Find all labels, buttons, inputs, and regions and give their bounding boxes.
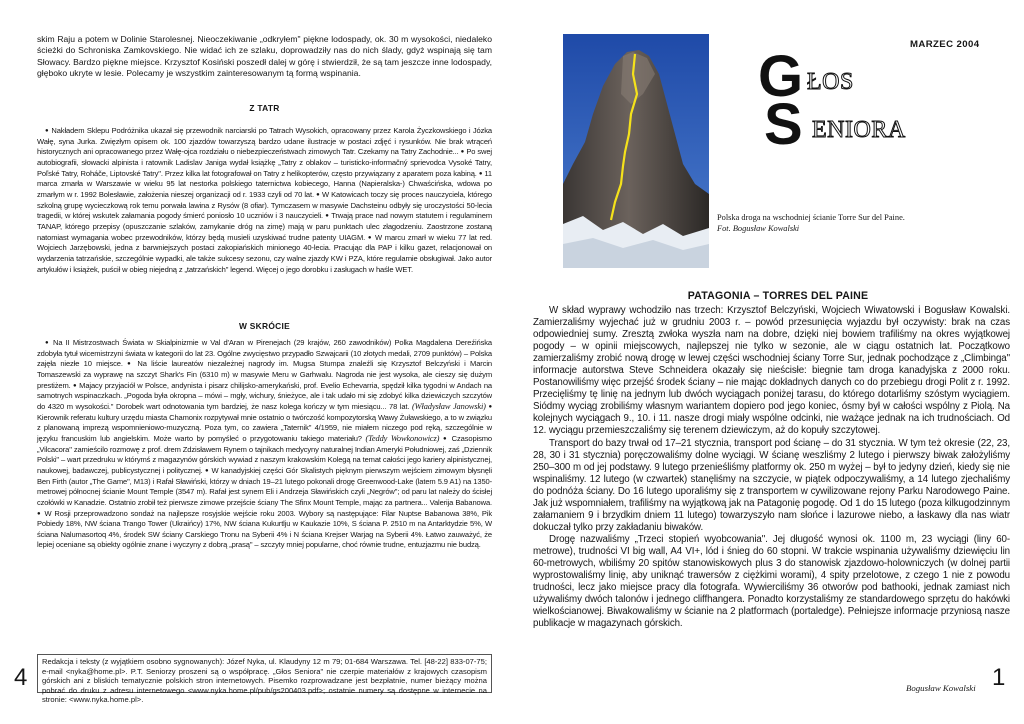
page-number: 1 [992,664,1006,691]
article-body [533,305,1010,630]
signature: (Teddy Wowkonowicz) [365,433,440,443]
bullet-icon: ● [127,361,134,368]
bullet-icon: ● [488,403,492,410]
masthead-letter-g: G [758,44,804,109]
section-heading-w-skrocie: W SKRÓCIE [238,321,291,331]
photo-caption [717,212,1007,234]
intro-paragraph: skim Raju a potem w Dolinie Starolesnej. Nieoczekiwanie „odkryłem" piękne lodospady, ok. 30 m wysokości, niedaleko ścieżki do Schroniska Zamkovskiego. Nie widać ich ze szlaku, doprowadziły nas do nich ślady, gdyż wspinają się tam Słowacy. Bardzo piękne miejsce. Krzysztof Kosiński poszedł dalej w górę i stwierdził, że są tam jeszcze inne lodospady, głęboko ukryte w lesie. Polecamy je wszystkim zainteresowanym tą formą wspinania. [37,34,492,79]
bullet-icon: ● [442,435,449,442]
news-paragraph: ● Na II Mistrzostwach Świata w Skialpinizmie w Val d'Aran w Pirenejach (29 krajów, 260 zawodników) Polka Magdalena Dereźińska zdobyła tytuł wicemistrzyni świata w kategorii do lat 23. Ogólne zwycięstwo przypadło Szwajcarii (10 złotych medali, 2709 punktów) – Polska zajęła niezłe 10 miejsce. ● Na liście laureatów niezależnej nagrody im. Mugsa Stumpa znaleźli się Krzysztof Belczyński i Marcin Tomaszewski za wyprawę na szczyt Shark's Fin (6310 m) w masywie Meru w Garhwalu. Nagroda nie jest wysoka, ale cieszy się dużym prestiżem. ● Majacy przyjaciół w Polsce, andynista i pisarz chilijsko-amerykański, prof. Evelio Echevarria, spędził kilka tygodni w Andach na samotnych wspinaczkach. „Pogoda była okropna – mówi – mgły, wichury, śnieżyce, ale i tak udało mi się zdobyć kilka dziewiczych szczytów do 4320 m wysokości." Dorobek wart odnotowania tym bardziej, że nasz kolega kończy w tym miesiącu... 78 lat. (Władysław Janowski) ● Kierownik referatu kultury urzędu miasta Chamonix rozpytywał mnie ostatnio o twórczość kompozytorską Wawy Żuławskiego, a to w związku z planowaną imprezą wspomnieniowo-muzyczną. Poza tym, co zawiera „Taternik" 4/1959, nie miałem niczego pod ręką, szczególnie w języku francuskim lub angielskim. Może warto by pomyśleć o przygotowaniu takiego materiału? (Teddy Wowkonowicz) ● Czasopismo „Vilcacora" zamieścilo rozmowę z prof. drem Zdzisławem Rynem o tajnikach medycyny naturalnej Indian Ameryki Południowej, zaś „Dziennik Polski" – wart przedruku w którymś z magazynów górskich wywiad z naszym krakowskim Kolegą na temat całości jego kariery alpinistycznej, naukowej, badawczej, publicystycznej i politycznej. ● W kanadyjskiej części Gór Skalistych pięknym pierwszym wejściem zimowym błysnęli Ben Firth (autor „The Game", M13) i Rafał Sławiński, którzy w dniach 19–21 lutego pokonali drogę Greenwood-Lake (latem 5.9 A1) na 1350-metrowej północnej ścianie Mount Temple (3547 m). Rafał jest synem Eli i Andrzeja Sławińskich czyli „Negrów"; od paru lat należy do ścisłej czołówki w Kanadzie. Ostatnio zrobił też pierwsze zimowe przejście ściany The Sfinx Mount Temple, mając za partnera... Valerija Babanowa. ● W Rosji przeprowadzono sondaż na najlepsze rosyjskie wejście roku 2003. Wybory są następujące: Filar Nuptse Babanowa 38%, Pik Pobiedy 18%, NW ściana Trango Tower (Ukraińcy) 17%, NW ściana Kukurtlju w Kaukazie 10%, S ściana P. 2510 m na Antarktydzie 5%, W ściana Nalumasortoq 4%, środek SW ściany Carskiego Tronu na Syberii 4% i N ściana Krejser Warjag na Syberii 4%. Łatwo zauważyć, że lepiej oceniane są obiekty ogólnie znane i wyczyny z dobrą „prasą" – szczyty mniej popularne, choć równie trudne, entuzjazmu nie budzą. [37,338,493,550]
masthead-letter-s: S [764,92,803,157]
mountain-photo-illustration [563,34,709,268]
news-w-skrocie [37,338,492,551]
caption-text: Polska droga na wschodniej ścianie Torre Sur del Paine. [717,213,905,222]
bullet-icon: ● [45,128,49,134]
bullet-icon: ● [478,170,483,177]
article-paragraph: Transport do bazy trwał od 17–21 stycznia, transport pod ścianę – do 31 stycznia. W tym też okresie (22, 23, 28, 30 i 31 stycznia) poręczowaliśmy dolne wyciągi. W ścianę weszliśmy 2 lutego i pierwszy biwak założyliśmy 250–300 m od jej podstawy. 9 lutego przenieśliśmy platformy ok. 250 m wyżej – był to jedyny dzień, kiedy się nie wspinaliśmy. 12 lutego (w czwartek) stanęliśmy na szczycie, w piątek odpoczywaliśmy, a 14 lutego zjechaliśmy do podnóża ściany. Do 16 lutego uporaliśmy się z transportem w cywilizowane rejony Parku Narodowego Paine. Jak już wspomniałem, trafiliśmy na wyjątkową jak na Patagonię pogodę. Od 1 do 15 lutego (poza kilkugodzinnym załamaniem 9 i brzydkim dniem 11 lutego) towarzyszyło nam słońce i lazurowe niebo, a łaskawy dla nas wiatr dokuczał tylko przy zakładaniu biwaków. [533,437,1010,533]
bullet-icon: ● [367,234,373,241]
issue-date: MARZEC 2004 [910,39,980,50]
page-number: 4 [14,664,28,691]
masthead-word-eniora: ENIORA [812,117,906,143]
signature: (Władysław Janowski) [412,401,486,411]
right-page [512,0,1024,724]
bullet-icon: ● [316,191,320,198]
editorial-footer-box: Redakcja i teksty (z wyjątkiem osobno sygnowanych): Józef Nyka, ul. Klaudyny 12 m 79; 01-684 Warszawa. Tel. [48-22] 833-07-75; e-mail <nyka@home.pl>. P.T. Seniorzy proszeni są o współpracę. „Głos Seniora" nie czerpie materiałów z krajowych czasopism górskich ani z bliskich tematycznie polskich stron internetowych. Pisemko rozprowadzane jest bezpłatnie, numer bieżący można pobrać do druku z adresu internetowego <www.nyka.home.pl/pub/gs200403.pdf>; ostatnie numery są dostępne w internecie na stronie: <www.nyka.home.pl>. [37,654,492,693]
masthead-word-los: ŁOS [807,69,854,95]
bullet-icon: ● [205,467,210,474]
bullet-icon: ● [460,149,465,156]
article-paragraph: Drogę nazwaliśmy „Trzeci stopień wyobcowania". Jej długość wynosi ok. 1100 m, 23 wyciągi (liny 60-metrowe), trudności VI big wall, A4 VI+, lód i śnieg do 60 stopni. W trakcie wspinania używaliśmy dziewięciu lin 60-metrowych, wbiliśmy 20 spitów stanowiskowych plus 3 do stanowisk zjazdowo-holowniczych (w dolnej partii wyprostowaliśmy linię, aby uniknąć trawersów z ciężkimi worami), 4 spity przelotowe, z czego 1 nie z powodu trudności, lecz jako miejsce pracy dla fotografa. Wywierciliśmy 36 otworów pod bathooki, jednak zamiast nich używaliśmy dwóch talonów i jednego cliffhangera. Ponadto korzystaliśmy ze standardowego sprzętu do hakówki wielkościanowej. Biwakowaliśmy w ścianie na 2 platformach (portaledge). Pełniejsze informacje przyniosą nasze publikacje w magazynach górskich. [533,533,1010,630]
photo-credit: Fot. Bogusław Kowalski [717,224,800,233]
photo-torre-sur [563,34,709,268]
bullet-icon: ● [45,340,50,346]
bullet-icon: ● [72,382,77,389]
bullet-icon: ● [37,510,42,517]
news-z-tatr [37,126,492,275]
author-byline: Bogusław Kowalski [906,683,976,693]
article-paragraph: W skład wyprawy wchodziło nas trzech: Krzysztof Belczyński, Wojciech Wiwatowski i Bogusław Kowalski. Zamierzaliśmy wyjechać już w grudniu 2003 r. – powód przesunięcia wyjazdu był oczywisty: brak na czas odpowiedniej sumy. Zresztą zwłoka wyszła nam na dobre, dzięki niej bowiem trafiliśmy na okres wyjątkowej pogody – w opinii miejscowych, najlepszej nie tylko w sezonie, ale w ciągu ostatnich lat. Początkowo zamierzaliśmy zrobić nową drogę w lewej części wschodniej ściany Torre Sur, jednak pochodzące z „Climbinga" informacje autorstwa Steve Schneidera okazały się nieścisłe: biegnie tam droga kanadyjska z 2000 roku. Postanowiliśmy więc przejść środek ściany – nie mając dokładnych danych co do przebiegu drogi Polit z r. 1992. Przecięliśmy tę linię na jednym lub dwóch wyciągach poniżej tarasu, do którego dotarliśmy szóstym wyciągiem. Siódmy wyciąg zrobiliśmy własnym wariantem dopiero pod jego koniec, ósmy był w całości wspólny z Piolą. Na kolejnych wyciągach 9., 10. i 11. nasze drogi miały wspólne odcinki, nie ważące jednak na ich trudnościach. Od 12. wyciągu przemieszczaliśmy się terenem dziewiczym, aż do kopuły szczytowej. [533,305,1010,437]
news-paragraph: ● Nakładem Sklepu Podróżnika ukazał się przewodnik narciarski po Tatrach Wysokich, opracowany przez Karola Życzkowskiego i Józka Wałę, syna Jurka. Zwięzłym opisem ok. 100 zjazdów towarzyszą bardzo udane ilustracje w postaci zdjęć i rysunków. Nie brak wtrąceń historycznych ani opracowanego przez Wałę-ojca rozdziału o niebezpieczeństwach zimowych Tatr. Czekamy na Tatry Zachodnie... ● Po swej autobiografii, słowacki alpinista i ratownik Ladislav Janiga wydał książkę „Tatry z oblakov – turisticko-informačný sprievodca Vysoké Tatry, Poľské Tatry, Roháče, Liptovské Tatry". Przez kilka lat fotografował on Tatry z helikopterów, często przywiązany z aparatem poza kabiną. ● 11 marca zmarła w Warszawie w wieku 95 lat nestorka polskiego taternictwa kobiecego, Hanna (Napieralska-) Chwaścińska, wdowa po zmarłym w r. 1992 Bolesławie, założenia nieszej organizacji od r. 1933 czyli od 70 lat. ● W Katowicach toczy się proces nauczyciela, którego szkolną grupę wycieczkową rok temu porwała lawina z Rysów (8 ofiar). Tymczasem w masywie Dachsteinu odbyły się uroczystości 50-lecia tragedii, w której wskutek załamania pogody śmierć poniosło 10 uczniów i 3 nauczycieli. ● Trwają prace nad nowym statutem i regulaminem TANAP, którego przepisy (opuszczanie szlaków, zamykanie dróg na zimę) mają w paru punktach ulec złagodzeniu. Zaostrzone zostaną natomiast wymagania wobec przewodników, którzy będą musieli uzyskiwać trudne patenty UIAGM. ● W marcu zmarł w wieku 77 lat red. Wojciech Jarzębowski, jedna z barwniejszych postaci zakopiańskich minionego 40-lecia. Pracując dla PAP i kilku gazet, relacjonował on wydarzenia tatrzańskie, szczególnie wypadki, ale także sukcesy sezonu, czy walne zjazdy KW i PZA, które regularnie obsługiwał. Jako autor artykułów i książek, puścił w obieg niejedną z „tatrzańskich" legend. Więcej o jego dorobku i zasługach w haśle WET. [37,126,493,274]
section-heading-z-tatr: Z TATR [249,103,280,113]
article-title: PATAGONIA – TORRES DEL PAINE [687,290,869,302]
bullet-icon: ● [325,213,330,220]
